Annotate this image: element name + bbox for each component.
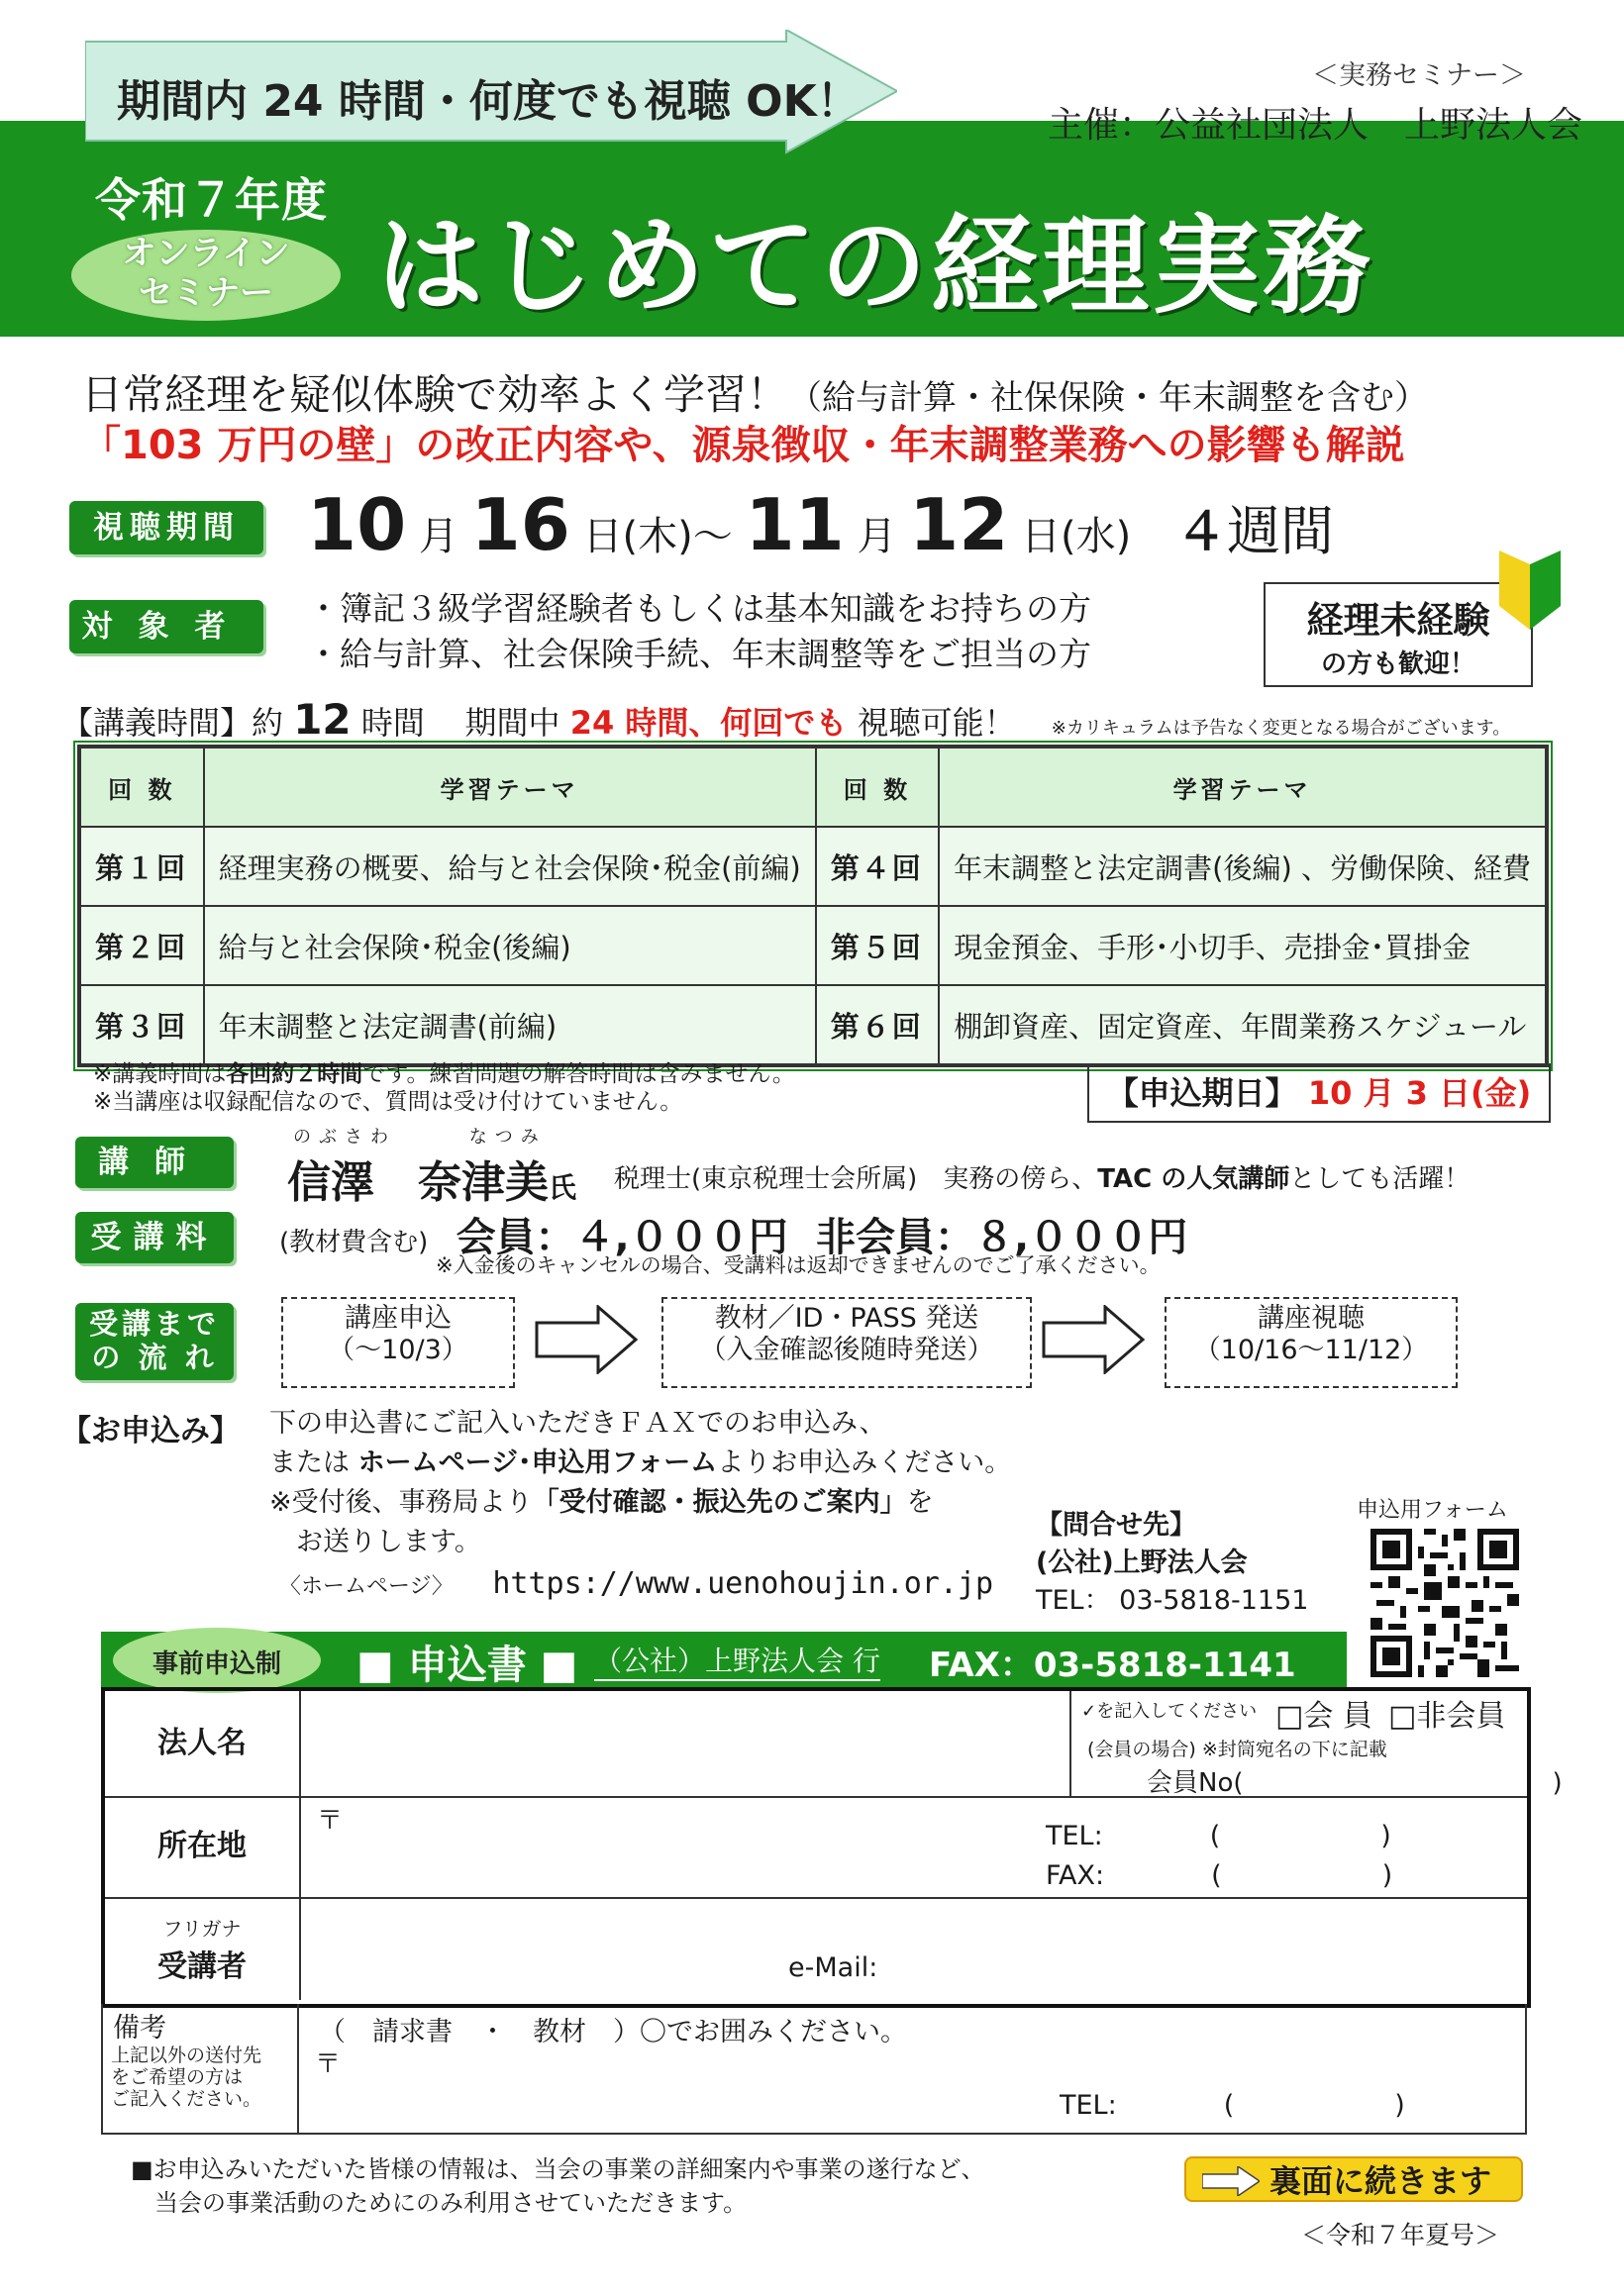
session-number: 第６回 <box>816 985 939 1064</box>
arrow-text: 期間内 24 時間・何度でも視聴 OK！ <box>117 76 861 127</box>
period-w2: 日(水) <box>1021 514 1132 559</box>
form-row-address <box>105 1796 1527 1899</box>
form-title: ■ 申込書 ■ <box>356 1643 578 1688</box>
continue-on-back-badge <box>1184 2156 1523 2202</box>
fiscal-year: 令和７年度 <box>95 173 328 227</box>
viewing-period <box>307 483 1334 566</box>
apply-line3-emph: 「受付確認・振込先のご案内」 <box>532 1487 907 1518</box>
table-row <box>80 985 1546 1064</box>
weeks-num: ４ <box>1175 503 1228 562</box>
member-number-field[interactable]: 会員No( ) <box>1147 1768 1563 1798</box>
seminar-type: ＜実務セミナー＞ <box>1312 60 1526 91</box>
remarks-label: 備考 <box>113 2013 166 2044</box>
attendee-label: 受講者 <box>157 1949 247 1984</box>
note1-emph: 各回約２時間 <box>226 1061 363 1087</box>
remarks-postal-mark: 〒 <box>315 2049 342 2079</box>
remarks-note-2: をご希望の方は <box>111 2066 244 2088</box>
flow-step-shipping <box>661 1297 1032 1388</box>
period-u1: 月 <box>418 514 458 559</box>
session-number: 第３回 <box>80 985 204 1064</box>
homepage-label: 〈ホームページ〉 <box>279 1574 454 1599</box>
fee-note: ※入金後のキャンセルの場合、受講料は返却できませんのでご了承ください。 <box>436 1253 1161 1277</box>
curriculum-table <box>79 747 1547 1065</box>
apply-label: 【お申込み】 <box>61 1414 240 1448</box>
flow-step2-title: 教材／ID・PASS 発送 <box>714 1303 979 1334</box>
curriculum-change-note: ※カリキュラムは予告なく変更となる場合がございます。 <box>1051 718 1511 739</box>
lecture-hours-unit: 時間 <box>360 704 425 742</box>
col-header: 回 数 <box>816 748 939 827</box>
target-item: ・簿記３級学習経験者もしくは基本知識をお持ちの方 <box>307 589 1091 628</box>
col-header: 学習テーマ <box>204 748 816 827</box>
corp-name-field[interactable] <box>301 1691 1168 1796</box>
online-line2: セミナー <box>139 273 273 313</box>
session-theme: 年末調整と法定調書(後編) 、労働保険、経費 <box>939 827 1546 906</box>
instructor-description <box>614 1158 1470 1195</box>
form-destination: （公社）上野法人会 行 <box>594 1640 880 1681</box>
beginner-mark-icon <box>1495 550 1565 632</box>
flow-step-viewing <box>1165 1297 1458 1388</box>
apply-line3 <box>269 1483 1011 1523</box>
apply-instructions <box>269 1404 1011 1562</box>
remarks-note-3: ご記入ください。 <box>111 2088 262 2110</box>
homepage-link[interactable]: https://www.uenohoujin.or.jp <box>492 1566 994 1601</box>
apply-line3-pre: ※受付後、事務局より <box>269 1487 533 1518</box>
pre-registration-text: 事前申込制 <box>152 1649 281 1679</box>
form-row-remarks <box>101 2004 1527 2135</box>
remarks-note <box>111 2045 297 2110</box>
ruby-surname: のぶさわ <box>293 1127 396 1148</box>
intro-line1 <box>81 362 1428 422</box>
email-field[interactable]: e-Mail: <box>788 1952 878 1983</box>
form-row-attendee <box>105 1897 1527 2000</box>
instructor-ruby <box>293 1123 547 1148</box>
session-theme: 年末調整と法定調書(前編) <box>204 985 816 1064</box>
nonmember-fee: 非会員：８,０００円 <box>816 1215 1188 1260</box>
period-w1: 日(木)～ <box>582 514 733 559</box>
lecture-time-line <box>61 695 1510 744</box>
intro-note: （給与計算・社保保険・年末調整を含む） <box>788 378 1429 418</box>
corp-name-label: 法人名 <box>105 1691 301 1796</box>
flow-arrow-icon <box>535 1305 638 1374</box>
flow-step1-sub: （～10/3） <box>328 1335 468 1365</box>
apply-line2-post: よりお申込みください。 <box>717 1447 1012 1478</box>
ruby-given: なつみ <box>468 1127 547 1148</box>
lecture-period-post: 視聴可能！ <box>857 704 1016 742</box>
table-row <box>80 827 1546 906</box>
intro-main: 日常経理を疑似体験で効率よく学習！ <box>81 370 789 419</box>
session-theme: 給与と社会保険･税金(後編) <box>204 906 816 985</box>
flow-step-apply <box>281 1297 515 1388</box>
apply-line2 <box>269 1444 1011 1483</box>
flow-step2-sub: （入金確認後随時発送） <box>699 1335 994 1365</box>
target-label: 対象者 <box>69 600 263 653</box>
instructor-label: 講師 <box>75 1137 234 1188</box>
apply-line1: 下の申込書にご記入いただきＦＡＸでのお申込み、 <box>269 1408 886 1439</box>
flow-label-line1: 受講まで <box>88 1307 220 1341</box>
issue-label: ＜令和７年夏号＞ <box>1301 2221 1500 2249</box>
attendee-label-cell <box>105 1897 301 2000</box>
apply-line2-pre: または <box>269 1447 350 1478</box>
flow-label-line2: の 流 れ <box>91 1341 218 1374</box>
flow-step3-title: 講座視聴 <box>1258 1303 1365 1334</box>
instructor-name <box>287 1147 576 1210</box>
member-checkbox[interactable]: □会 員 <box>1275 1699 1372 1734</box>
postal-mark: 〒 <box>317 1806 344 1836</box>
session-theme: 経理実務の概要、給与と社会保険･税金(前編) <box>204 827 816 906</box>
period-d1: 16 <box>470 483 570 566</box>
period-weeks <box>1175 500 1334 562</box>
application-form <box>101 1687 1563 2008</box>
desc-post: としても活躍！ <box>1289 1164 1471 1194</box>
online-badge-text <box>71 234 341 313</box>
address-label: 所在地 <box>105 1796 301 1897</box>
no-questions-note: ※当講座は収録配信なので、質問は受け付けていません。 <box>93 1089 683 1115</box>
furigana-label: フリガナ <box>162 1917 242 1941</box>
lecture-hours: 12 <box>293 695 352 744</box>
contact-org: (公社)上野法人会 <box>1036 1547 1248 1578</box>
remarks-note-1: 上記以外の送付先 <box>111 2045 262 2066</box>
instructor-name-text: 信澤 奈津美 <box>287 1157 549 1208</box>
note1-pre: ※講義時間は <box>93 1061 227 1087</box>
privacy-line1: ■お申込みいただいた皆様の情報は、当会の事業の詳細案内や事業の遂行など、 <box>131 2155 985 2183</box>
novice-welcome-box <box>1264 582 1533 687</box>
period-u2: 月 <box>857 514 897 559</box>
contact-info <box>1036 1507 1308 1620</box>
target-list <box>307 586 1091 677</box>
period-label: 視聴期間 <box>69 501 263 554</box>
novice-sub: の方も歓迎！ <box>1320 649 1475 679</box>
privacy-note <box>131 2152 985 2220</box>
note1-post: です。練習問題の解答時間は含みません。 <box>362 1061 795 1087</box>
fax-field[interactable]: FAX: ( ) <box>1046 1860 1393 1891</box>
apply-line2-emph: ホームページ･申込用フォーム <box>357 1447 718 1478</box>
page-title: はじめての経理実務 <box>376 205 1375 329</box>
deadline-value: 10 月 3 日(金) <box>1307 1074 1532 1112</box>
member-note: (会員の場合) ※封筒宛名の下に記載 <box>1087 1739 1387 1760</box>
check-hint: ✓を記入してください <box>1081 1701 1258 1722</box>
period-d2: 12 <box>909 483 1009 566</box>
session-number: 第１回 <box>80 827 204 906</box>
nonmember-checkbox[interactable]: □非会員 <box>1388 1699 1506 1734</box>
lecture-period-pre: 期間中 <box>464 704 560 742</box>
continue-text: 裏面に続きます <box>1269 2162 1491 2200</box>
col-header: 学習テーマ <box>939 748 1546 827</box>
privacy-line2: 当会の事業活動のためにのみ利用させていただきます。 <box>131 2189 748 2217</box>
weeks-unit: 週間 <box>1227 500 1335 562</box>
remarks-options[interactable]: （ 請求書 ・ 教材 ）〇でお囲みください。 <box>319 2017 907 2047</box>
flow-step3-sub: （10/16～11/12） <box>1193 1335 1429 1365</box>
session-number: 第２回 <box>80 906 204 985</box>
deadline-box <box>1087 1063 1551 1123</box>
remarks-label-cell <box>103 2004 299 2133</box>
column-divider <box>1069 1691 1071 1796</box>
novice-title: 経理未経験 <box>1306 599 1490 642</box>
target-item: ・給与計算、社会保険手続、年末調整等をご担当の方 <box>307 635 1091 673</box>
session-theme: 棚卸資産、固定資産、年間業務スケジュール <box>939 985 1546 1064</box>
desc-pre: 税理士(東京税理士会所属) 実務の傍ら、 <box>614 1164 1098 1194</box>
apply-line4: お送りします。 <box>269 1527 481 1557</box>
fee-label: 受講料 <box>75 1212 234 1263</box>
member-fee: 会員：４,０００円 <box>456 1215 788 1260</box>
fee-prefix: (教材費含む) <box>279 1228 429 1257</box>
flow-step1-title: 講座申込 <box>345 1303 452 1334</box>
period-m1: 10 <box>307 483 407 566</box>
period-m2: 11 <box>745 483 845 566</box>
session-number: 第４回 <box>816 827 939 906</box>
remarks-tel-field[interactable]: TEL: ( ) <box>1060 2090 1405 2121</box>
tel-field[interactable]: TEL: ( ) <box>1046 1821 1391 1851</box>
apply-line3-post: を <box>906 1487 934 1518</box>
qr-code-icon[interactable] <box>1370 1529 1519 1677</box>
online-line1: オンライン <box>122 234 290 273</box>
contact-title: 【問合せ先】 <box>1036 1510 1196 1541</box>
organizer: 主催：公益社団法人 上野法人会 <box>1048 105 1583 146</box>
session-theme: 現金預金、手形･小切手、売掛金･買掛金 <box>939 906 1546 985</box>
form-fax-number: FAX：03-5818-1141 <box>929 1646 1296 1685</box>
qr-label: 申込用フォーム <box>1357 1498 1508 1523</box>
table-row <box>80 906 1546 985</box>
lecture-period-emph: 24 時間、何回でも <box>569 704 848 742</box>
flow-label <box>75 1303 234 1380</box>
form-row-corp <box>105 1691 1563 1798</box>
intro-line2: 「103 万円の壁」の改正内容や、源泉徴収・年末調整業務への影響も解説 <box>81 423 1405 468</box>
contact-tel: TEL： 03-5818-1151 <box>1036 1585 1309 1616</box>
right-arrow-icon <box>1202 2166 1260 2196</box>
homepage-line <box>279 1566 993 1601</box>
session-number: 第５回 <box>816 906 939 985</box>
flow-arrow-icon <box>1042 1305 1145 1374</box>
col-header: 回 数 <box>80 748 204 827</box>
lecture-label: 【講義時間】約 <box>61 704 284 742</box>
desc-emph: TAC の人気講師 <box>1097 1164 1290 1194</box>
table-header-row <box>80 748 1546 827</box>
instructor-honorific: 氏 <box>549 1171 577 1204</box>
deadline-label: 【申込期日】 <box>1106 1074 1297 1112</box>
